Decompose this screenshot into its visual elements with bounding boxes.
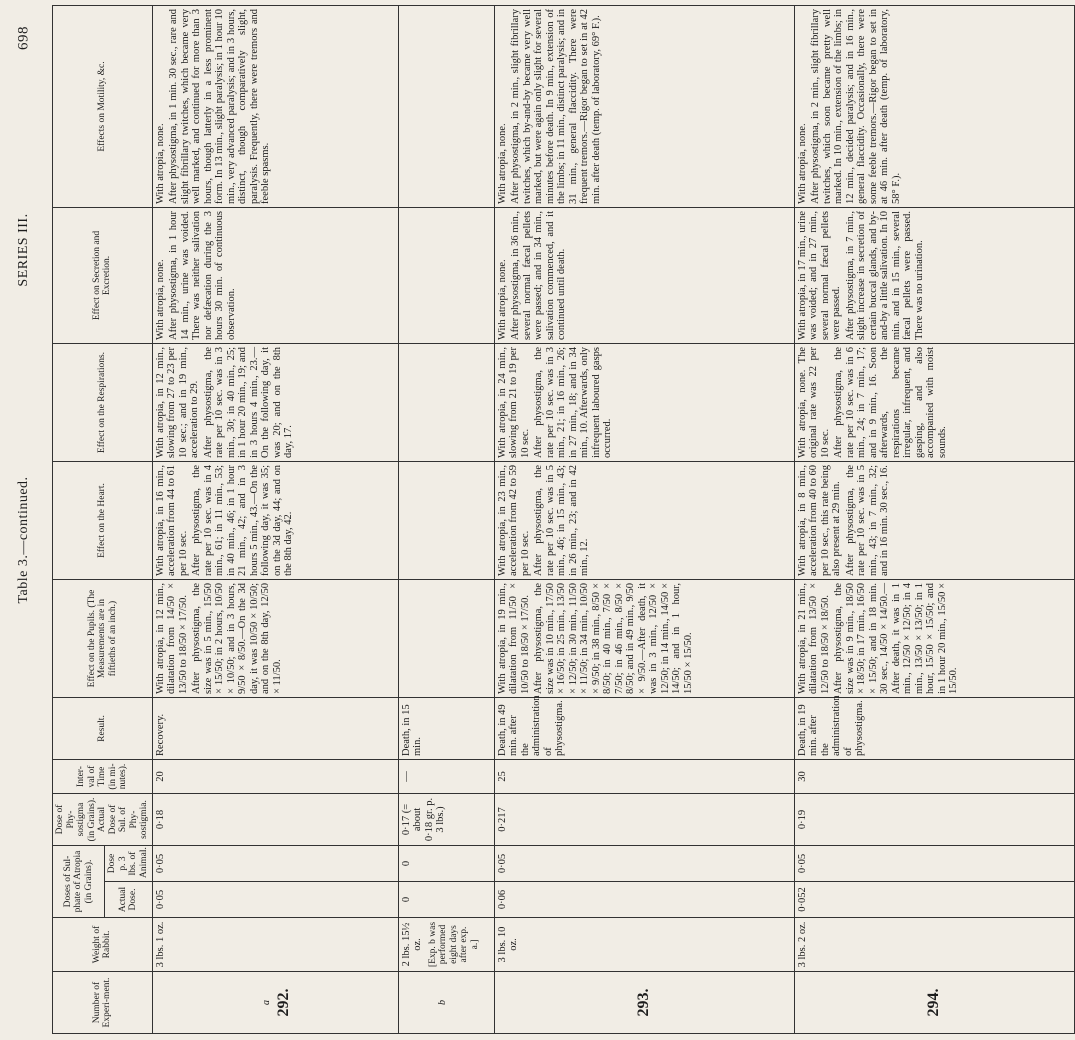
- result-cell: Death, in 49 min. after the administration of physostigma.: [494, 698, 794, 760]
- physostigma-dose-cell: 0·18: [152, 794, 398, 846]
- atropia-per-lb-cell: 0·05: [494, 846, 794, 882]
- motility-cell: [794, 6, 1074, 208]
- weight-value: 2 lbs. 15½ oz.: [400, 922, 423, 967]
- heart-paragraph: With atropia, in 23 min., acceleration from 42 to 59 per 10 sec.: [496, 465, 531, 576]
- secretion-paragraph: With atropia, in 17 min., urine was voided; and in 27 min., several normal fæcal pellets were passed.: [796, 211, 842, 340]
- weight-cell: [494, 918, 794, 972]
- motility-paragraph: After physostigma, in 2 min., slight fibrillary twitches, which by-and-by became very well marked, but were again only slight for several minutes before death. In 9 min., extension of the limbs; in 11 min., distinct paralysis; and in 31 min., general flaccidity. There were frequent tremors.—Rigor began to set in at 42 min. after death (temp. of laboratory, 69° F.).: [510, 9, 602, 204]
- motility-paragraph: With atropia, none.: [496, 123, 508, 204]
- motility-cell: [398, 6, 494, 208]
- interval-cell: 20: [152, 760, 398, 794]
- pupils-paragraph: After physostigma, the size was in 10 min., 17/50 × 16/50; in 25 min., 13/50 × 12/50; in 30 min., 11/50 × 11/50; in 34 min., 10/50 × 9/50; in 38 min., 8/50 × 8/50; in 40 min., 7/50 × 7/50; in 46 min., 8/50 × 8/50; and in 49 min., 9/50 × 9/50.—After death, it was in 3 min., 12/50 × 12/50; in 14 min., 14/50 × 14/50; and in 1 hour, 15/50 × 15/50.: [533, 583, 694, 694]
- secretion-paragraph: With atropia, none.: [496, 259, 508, 340]
- respirations-paragraph: With atropia, in 24 min., slowing from 21 to 19 per 10 sec.: [496, 347, 531, 458]
- experiment-cell: [398, 972, 494, 1034]
- header-atropia-per-lb: Dose p. 3 lbs. of Animal.: [104, 846, 152, 882]
- header-experiment: Number of Experi-ment.: [53, 972, 153, 1034]
- table-row: [152, 6, 398, 1034]
- header-respirations: Effect on the Respirations.: [53, 344, 153, 462]
- page-number: 698: [15, 26, 32, 50]
- secretion-paragraph: After physostigma, in 36 min., several normal fæcal pellets were passed; and in 34 min., salivation commenced, and it continued until death.: [510, 211, 567, 340]
- experiment-table: [52, 5, 1075, 1034]
- motility-paragraph: With atropia, none.: [796, 123, 808, 204]
- respirations-paragraph: After physostigma, the rate per 10 sec. was in 6 min., 24; in 7 min., 17; and in 9 min., 16. Soon afterwards, the respirations became irregular, infrequent, and gasping, and also accompanied with moist sounds.: [833, 347, 948, 458]
- secretion-paragraph: After physostigma, in 1 hour 14 min., urine was voided. There was neither salivation nor defæcation during the 3 hours 30 min. of continuous observation.: [168, 211, 237, 340]
- heart-cell: [398, 462, 494, 580]
- interval-cell: 25: [494, 760, 794, 794]
- motility-paragraph: With atropia, none.: [154, 123, 166, 204]
- respirations-cell: [794, 344, 1074, 462]
- respirations-cell: [152, 344, 398, 462]
- running-header: [0, 0, 48, 1040]
- motility-cell: [494, 6, 794, 208]
- experiment-cell: [794, 972, 1074, 1034]
- secretion-paragraph: With atropia, none.: [154, 259, 166, 340]
- pupils-paragraph: With atropia, in 19 min., dilatation from 11/50 × 10/50 to 18/50 × 17/50.: [496, 583, 531, 694]
- weight-cell: [152, 918, 398, 972]
- data-table-rotated: [52, 6, 959, 1034]
- atropia-actual-cell: 0·05: [152, 882, 398, 918]
- table-title: Table 3.—continued.: [16, 476, 31, 604]
- table-row: [398, 6, 494, 1034]
- experiment-tag: a: [260, 1000, 272, 1005]
- table-row: [494, 6, 794, 1034]
- physostigma-dose-cell: 0·19: [794, 794, 1074, 846]
- heart-paragraph: After physostigma, the rate per 10 sec. was in 5 min., 46; in 15 min., 43; in 26 min., 23; and in 42 min., 12.: [533, 465, 590, 576]
- pupils-cell: [152, 580, 398, 698]
- heart-paragraph: With atropia, in 8 min., acceleration from 40 to 60 per 10 sec., this rate being also present at 29 min.: [796, 465, 842, 576]
- header-interval: Inter-val of Time (in mi-nutes).: [53, 760, 153, 794]
- motility-cell: [152, 6, 398, 208]
- secretion-cell: [494, 208, 794, 344]
- secretion-cell: [398, 208, 494, 344]
- motility-paragraph: After physostigma, in 2 min., slight fibrillary twitches, which soon became pretty well marked. In 10 min., extension of the limbs; in 12 min., decided paralysis; and in 16 min., general flaccidity. Occasionally, there were some feeble tremors.—Rigor began to set in at 46 min. after death (temp. of laboratory, 58° F.).: [810, 9, 902, 204]
- weight-cell: [398, 918, 494, 972]
- atropia-actual-cell: 0·06: [494, 882, 794, 918]
- respirations-cell: [398, 344, 494, 462]
- weight-value: 3 lbs. 1 oz.: [154, 921, 166, 968]
- heart-cell: [152, 462, 398, 580]
- experiment-number: 293.: [635, 988, 653, 1017]
- respirations-paragraph: With atropia, in 12 min., slowing from 27 to 23 per 10 sec.; and in 19 min., acceleration to 29.: [154, 347, 200, 458]
- header-weight: Weight of Rabbit.: [53, 918, 153, 972]
- pupils-paragraph: With atropia, in 21 min., dilatation from 13/50 × 12/50 to 18/50 × 18/50.: [796, 583, 831, 694]
- weight-value: 3 lbs. 10 oz.: [496, 926, 519, 963]
- experiment-number: 292.: [275, 988, 292, 1017]
- heart-paragraph: After physostigma, the rate per 10 sec. was in 5 min., 43; in 7 min., 32; and in 16 min. 30 sec., 16.: [844, 465, 890, 576]
- pupils-cell: [398, 580, 494, 698]
- heart-paragraph: After physostigma, the rate per 10 sec. was in 4 min., 61; in 11 min., 53; in 40 min., 46; in 1 hour 21 min., 42; and in 3 hours 5 min., 43.—On the following day, it was 35; on the 3d day, 44; and on the 8th day, 42.: [191, 465, 294, 576]
- physostigma-dose-cell: 0·17 (= about 0·18 gr. p. 3 lbs.): [398, 794, 494, 846]
- header-result: Result.: [53, 698, 153, 760]
- heart-cell: [494, 462, 794, 580]
- atropia-per-lb-cell: 0·05: [794, 846, 1074, 882]
- heart-paragraph: With atropia, in 16 min., acceleration from 44 to 61 per 10 sec.: [154, 465, 189, 576]
- experiment-cell: [494, 972, 794, 1034]
- respirations-paragraph: After physostigma, the rate per 10 sec. was in 3 min., 21; in 16 min., 26; in 27 min., 18; and in 34 min., 10. Afterwards, only infrequent laboured gasps occurred.: [533, 347, 613, 458]
- experiment-cell: [152, 972, 398, 1034]
- respirations-paragraph: After physostigma, the rate per 10 sec. was in 3 min., 30; in 40 min., 25; in 1 hour 20 min., 19; and in 3 hours 4 min., 23.—On the following day, it was 20; and on the 8th day, 17.: [202, 347, 294, 458]
- interval-cell: —: [398, 760, 494, 794]
- header-atropia-actual: Actual Dose.: [104, 882, 152, 918]
- interval-cell: 30: [794, 760, 1074, 794]
- result-cell: Death, in 19 min. after the administration of physostigma.: [794, 698, 1074, 760]
- pupils-cell: [794, 580, 1074, 698]
- secretion-cell: [152, 208, 398, 344]
- physostigma-dose-cell: 0·217: [494, 794, 794, 846]
- table-row: [794, 6, 1074, 1034]
- heart-cell: [794, 462, 1074, 580]
- atropia-actual-cell: 0·052: [794, 882, 1074, 918]
- secretion-cell: [794, 208, 1074, 344]
- experiment-tag: b: [437, 1000, 449, 1005]
- header-motility: Effects on Motility, &c.: [53, 6, 153, 208]
- result-cell: Death, in 15 min.: [398, 698, 494, 760]
- series-heading: SERIES III.: [16, 213, 31, 287]
- atropia-per-lb-cell: 0: [398, 846, 494, 882]
- pupils-paragraph: With atropia, in 12 min., dilatation from 14/50 × 13/50 to 18/50 × 17/50.: [154, 583, 189, 694]
- header-physostigma: Dose of Phy-sostigma (in Grains). Actual Dose of Sul. of Phy-sostigmia.: [53, 794, 153, 846]
- header-pupils: Effect on the Pupils. (The Measurements are in fiftieths of an inch.): [53, 580, 153, 698]
- motility-paragraph: After physostigma, in 1 min. 30 sec., rare and slight fibrillary twitches, which became very well marked, and continued for more than 3 hours, though latterly in a less prominent form. In 13 min., slight paralysis; in 1 hour 10 min., very advanced paralysis; and in 3 hours, distinct, though comparatively slight, paralysis. Frequently, there were tremors and feeble spasms.: [168, 9, 271, 204]
- pupils-paragraph: After physostigma, the size was in 9 min., 18/50 × 18/50; in 17 min., 16/50 × 15/50; and in 18 min. 30 sec., 14/50 × 14/50.—After death, it was in 1 min., 12/50 × 12/50; in 4 min., 13/50 × 13/50; in 1 hour, 15/50 × 15/50; and in 1 hour 20 min., 15/50 × 15/50.: [833, 583, 959, 694]
- header-secretion: Effect on Secretion and Excretion.: [53, 208, 153, 344]
- result-cell: Recovery.: [152, 698, 398, 760]
- respirations-cell: [494, 344, 794, 462]
- secretion-paragraph: After physostigma, in 7 min., slight increase in secretion of certain buccal glands, and by-and-by a little salivation. In 10 min. and in 15 min., several fæcal pellets were passed. There was no urination.: [844, 211, 925, 340]
- header-heart: Effect on the Heart.: [53, 462, 153, 580]
- weight-note: [Exp. b was performed eight days after exp. a.]: [427, 921, 480, 968]
- header-atropia-group: Doses of Sul-phate of Atropia (in Grains).: [53, 846, 105, 918]
- experiment-number: 294.: [925, 988, 943, 1017]
- atropia-per-lb-cell: 0·05: [152, 846, 398, 882]
- pupils-paragraph: After physostigma, the size was in 5 min., 15/50 × 15/50; in 2 hours, 10/50 × 10/50; and in 3 hours, 9/50 × 8/50.—On the 3d day, it was 10/50 × 10/50; and on the 8th day, 12/50 × 11/50.: [191, 583, 283, 694]
- weight-value: 3 lbs. 2 oz.: [796, 921, 808, 968]
- respirations-paragraph: With atropia, none. The original rate was 22 per 10 sec.: [796, 347, 831, 458]
- table-body: [152, 6, 1074, 1034]
- atropia-actual-cell: 0: [398, 882, 494, 918]
- pupils-cell: [494, 580, 794, 698]
- weight-cell: [794, 918, 1074, 972]
